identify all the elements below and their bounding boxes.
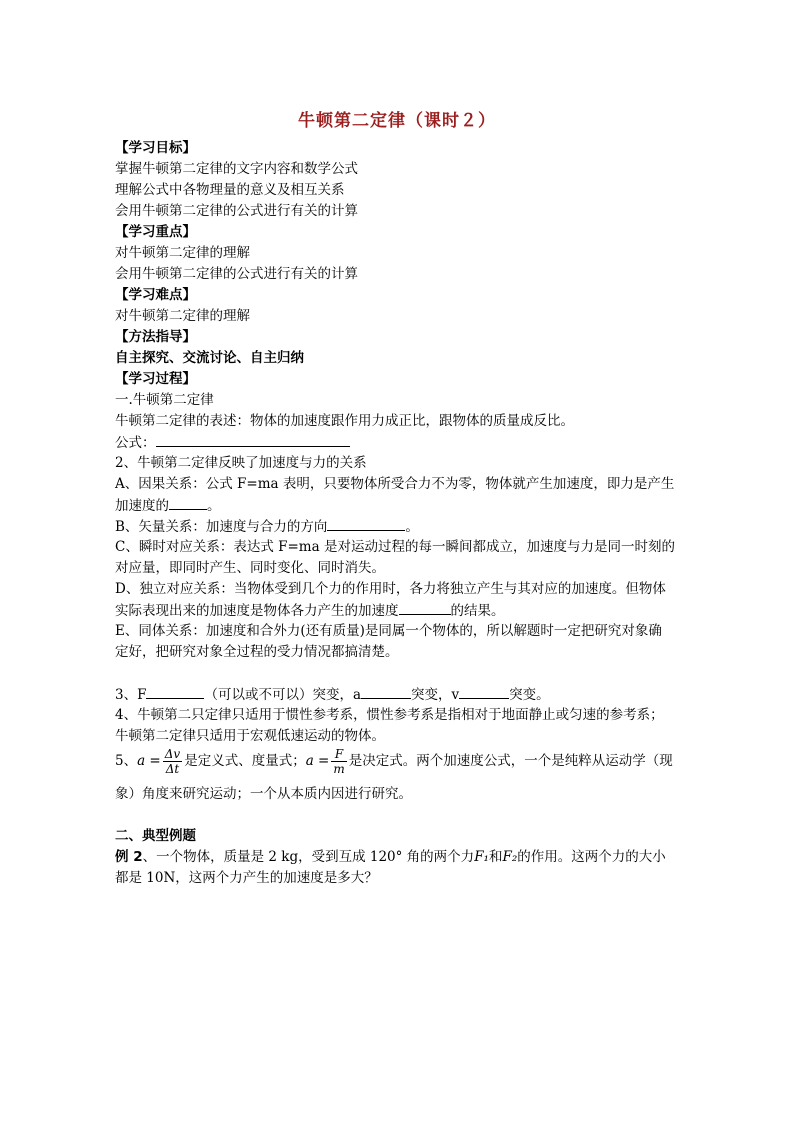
formula-label: 公式： [115, 435, 156, 451]
key-item: 对牛顿第二定律的理解 [115, 245, 250, 261]
item-a-blank[interactable] [169, 495, 207, 510]
examples-header: 二、典型例题 [115, 828, 196, 844]
process-line: 2、牛顿第二定律反映了加速度与力的关系 [115, 455, 367, 471]
item-b-line [115, 516, 419, 537]
example-2-line1 [115, 847, 666, 867]
question-5-line1 [115, 744, 673, 778]
q3-blank-f[interactable] [146, 684, 204, 699]
q3-blank-v[interactable] [459, 684, 509, 699]
item-d-end: 的结果。 [450, 603, 505, 619]
q5-formula-a: a = [137, 753, 161, 769]
item-d-line2 [115, 600, 505, 621]
q5-prefix: 5、 [115, 753, 138, 769]
goal-item: 理解公式中各物理量的意义及相互关系 [115, 182, 345, 198]
example-text: 和 [488, 849, 503, 865]
item-a-line1: A、因果关系：公式 F=ma 表明，只要物体所受合力不为零，物体就产生加速度，即力是产生 [115, 476, 675, 492]
q5-fraction-cause [331, 747, 346, 776]
goal-item: 掌握牛顿第二定律的文字内容和数学公式 [115, 161, 358, 177]
goal-item: 会用牛顿第二定律的公式进行有关的计算 [115, 203, 358, 219]
q5-fraction-definition [163, 747, 182, 776]
q5-denominator: m [333, 762, 345, 776]
item-e-line1: E、同体关系：加速度和合外力(还有质量)是同属一个物体的，所以解题时一定把研究对象确 [115, 623, 662, 639]
item-b-text: B、矢量关系：加速度与合力的方向 [115, 519, 328, 535]
force-f1: F₁ [474, 849, 489, 865]
key-item: 会用牛顿第二定律的公式进行有关的计算 [115, 266, 358, 282]
item-c-line1: C、瞬时对应关系：表达式 F=ma 是对运动过程的每一瞬间都成立，加速度与力是同一时刻的 [115, 539, 675, 555]
item-a-line2 [115, 495, 221, 516]
method-text: 自主探究、交流讨论、自主归纳 [115, 350, 304, 366]
item-e-line2: 定好，把研究对象全过程的受力情况都搞清楚。 [115, 644, 399, 660]
goals-header: 【学习目标】 [115, 140, 196, 156]
force-f2: F₂ [502, 849, 518, 865]
item-d-text: 实际表现出来的加速度是物体各力产生的加速度 [115, 603, 399, 619]
q3-text: 3、F [115, 687, 147, 703]
example-2-line2: 都是 10N，这两个力产生的加速度是多大？ [115, 870, 378, 886]
q5-numerator: Δv [164, 747, 181, 761]
key-header: 【学习重点】 [115, 224, 196, 240]
q3-text: （可以或不可以）突变，a [204, 687, 362, 703]
question-4-line2: 牛顿第二定律只适用于宏观低速运动的物体。 [115, 728, 385, 744]
example-label: 例 2 [115, 849, 143, 865]
example-text: 的作用。这两个力的大小 [517, 849, 666, 865]
item-a-end: 。 [207, 498, 221, 514]
item-d-blank[interactable] [399, 600, 451, 615]
q3-text: 突变。 [509, 687, 550, 703]
item-b-end: 。 [405, 519, 419, 535]
q5-end-text: 是决定式。两个加速度公式，一个是纯粹从运动学（现 [348, 753, 673, 769]
question-5-line2: 象）角度来研究运动；一个从本质内因进行研究。 [115, 786, 412, 802]
item-c-line2: 对应量，即同时产生、同时变化、同时消失。 [115, 560, 385, 576]
formula-line [115, 432, 350, 453]
q3-blank-a[interactable] [361, 684, 411, 699]
q3-text: 突变，v [411, 687, 460, 703]
q5-mid-text: 是定义式、度量式； [184, 753, 306, 769]
item-b-blank[interactable] [327, 516, 405, 531]
question-3 [115, 684, 550, 705]
item-d-line1: D、独立对应关系：当物体受到几个力的作用时，各力将独立产生与其对应的加速度。但物体 [115, 581, 666, 597]
method-header: 【方法指导】 [115, 329, 196, 345]
q5-numerator: F [331, 747, 346, 762]
process-header: 【学习过程】 [115, 371, 196, 387]
question-4-line1: 4、牛顿第二只定律只适用于惯性参考系，惯性参考系是指相对于地面静止或匀速的参考系； [115, 707, 664, 723]
difficult-item: 对牛顿第二定律的理解 [115, 308, 250, 324]
q5-denominator: Δt [165, 762, 180, 776]
process-line: 一.牛顿第二定律 [115, 392, 214, 408]
difficult-header: 【学习难点】 [115, 287, 196, 303]
q5-formula-a: a = [305, 753, 330, 769]
item-a-text: 加速度的 [115, 498, 169, 514]
example-text: 、一个物体，质量是 2 kg，受到互成 120° 角的两个力 [142, 849, 475, 865]
process-line: 牛顿第二定律的表述：物体的加速度跟作用力成正比，跟物体的质量成反比。 [115, 413, 574, 429]
formula-blank[interactable] [156, 432, 350, 447]
page-title: 牛顿第二定律（课时２） [298, 111, 496, 131]
